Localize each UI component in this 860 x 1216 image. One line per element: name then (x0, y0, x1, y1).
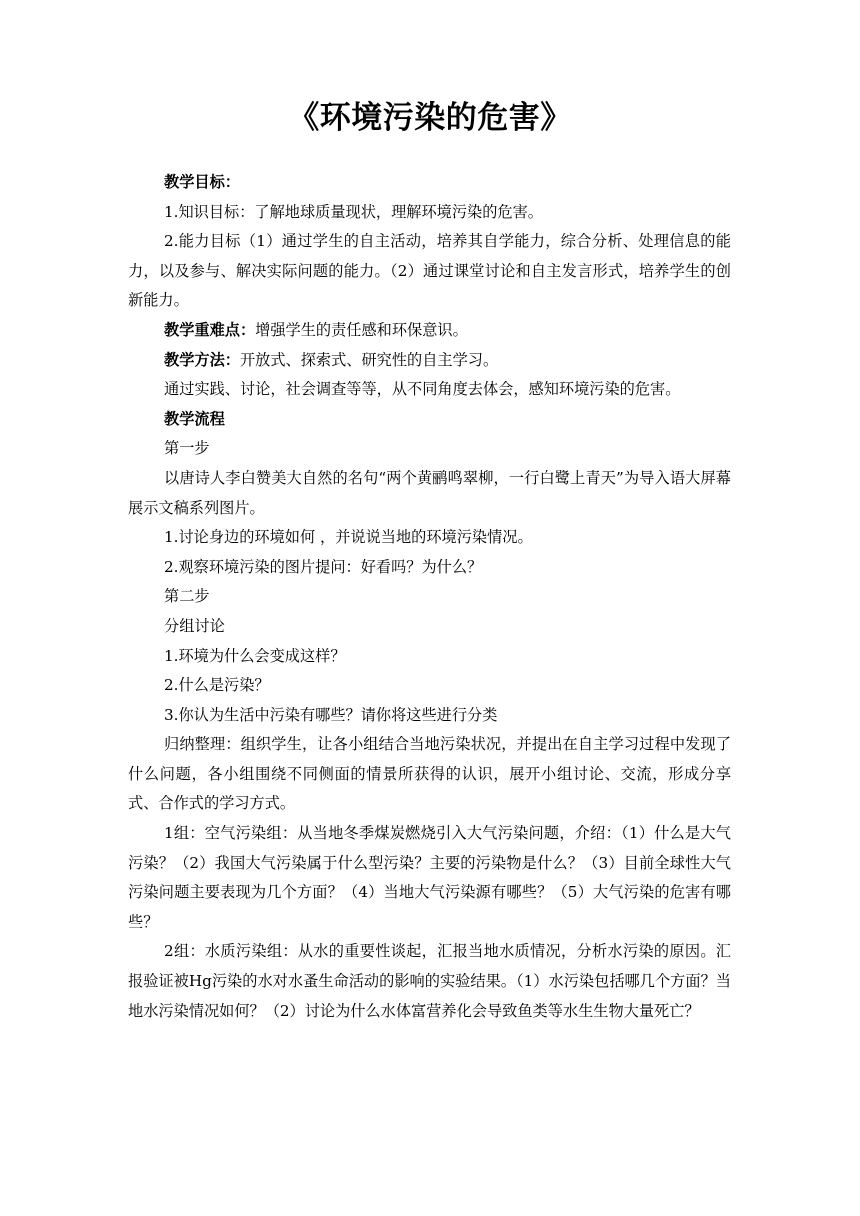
paragraph-text: 1.讨论身边的环境如何 ，并说说当地的环境污染情况。 (164, 528, 533, 547)
paragraph-text: 2.能力目标（1）通过学生的自主活动，培养其自学能力，综合分析、处理信息的能力，以及参与、解决实际问题的能力。（2）通过课堂讨论和自主发言形式，培养学生的创新能力。 (128, 232, 731, 310)
paragraph (128, 612, 731, 642)
paragraph (128, 434, 731, 464)
paragraph (128, 582, 731, 612)
paragraph (128, 375, 731, 405)
paragraph (128, 937, 731, 1026)
paragraph (128, 701, 731, 731)
document-title: 《环境污染的危害》 (288, 100, 572, 136)
paragraph-text: 2.观察环境污染的图片提问：好看吗？为什么？ (164, 557, 483, 576)
paragraph (128, 553, 731, 583)
paragraph-heading: 教学流程 (164, 409, 225, 428)
paragraph (128, 642, 731, 672)
paragraph (128, 346, 731, 376)
paragraph (128, 405, 731, 435)
paragraph (128, 730, 731, 819)
paragraph-text: 第一步 (164, 439, 210, 458)
paragraph-heading: 教学重难点： (164, 320, 256, 339)
paragraph-text: 开放式、探索式、研究性的自主学习。 (239, 350, 499, 369)
paragraph (128, 198, 731, 228)
paragraph-text: 1组：空气污染组：从当地冬季煤炭燃烧引入大气污染问题，介绍：（1）什么是大气污染？（2）我国大气污染属于什么型污染？主要的污染物是什么？（3）目前全球性大气污染问题主要表现为几个方面？（4）当地大气污染源有哪些？（5）大气污染的危害有哪些？ (128, 824, 731, 931)
paragraph (128, 316, 731, 346)
paragraph (128, 671, 731, 701)
paragraph (128, 168, 731, 198)
paragraph-text: 分组讨论 (164, 616, 225, 635)
paragraph-heading: 教学目标： (164, 173, 240, 191)
paragraph-text: 3.你认为生活中污染有哪些？请你将这些进行分类 (164, 705, 498, 724)
paragraph (128, 227, 731, 316)
paragraph (128, 464, 731, 523)
paragraph-text: 2.什么是污染？ (164, 676, 270, 695)
paragraph (128, 523, 731, 553)
paragraph-text: 以唐诗人李白赞美大自然的名句“两个黄鹂鸣翠柳，一行白鹭上青天”为导入语大屏幕展示文稿系列图片。 (128, 468, 731, 517)
paragraph-text: 2组：水质污染组：从水的重要性谈起，汇报当地水质情况，分析水污染的原因。汇报验证被Hg污染的水对水蚤生命活动的影响的实验结果。（1）水污染包括哪几个方面？当地水污染情况如何？（2）讨论为什么水体富营养化会导致鱼类等水生生物大量死亡？ (128, 942, 731, 1020)
paragraph-text: 增强学生的责任感和环保意识。 (255, 320, 468, 339)
paragraph-text: 归纳整理：组织学生，让各小组结合当地污染状况，并提出在自主学习过程中发现了什么问题，各小组围绕不同侧面的情景所获得的认识，展开小组讨论、交流，形成分享式、合作式的学习方式。 (128, 735, 731, 813)
paragraph-text: 1.知识目标：了解地球质量现状，理解环境污染的危害。 (164, 202, 543, 221)
paragraph-text: 通过实践、讨论，社会调查等等，从不同角度去体会，感知环境污染的危害。 (164, 380, 681, 399)
paragraph-text: 1.环境为什么会变成这样？ (164, 646, 346, 665)
paragraph-text: 第二步 (164, 587, 210, 606)
document-body (128, 168, 731, 1026)
paragraph-heading: 教学方法： (164, 350, 240, 369)
paragraph (128, 819, 731, 937)
